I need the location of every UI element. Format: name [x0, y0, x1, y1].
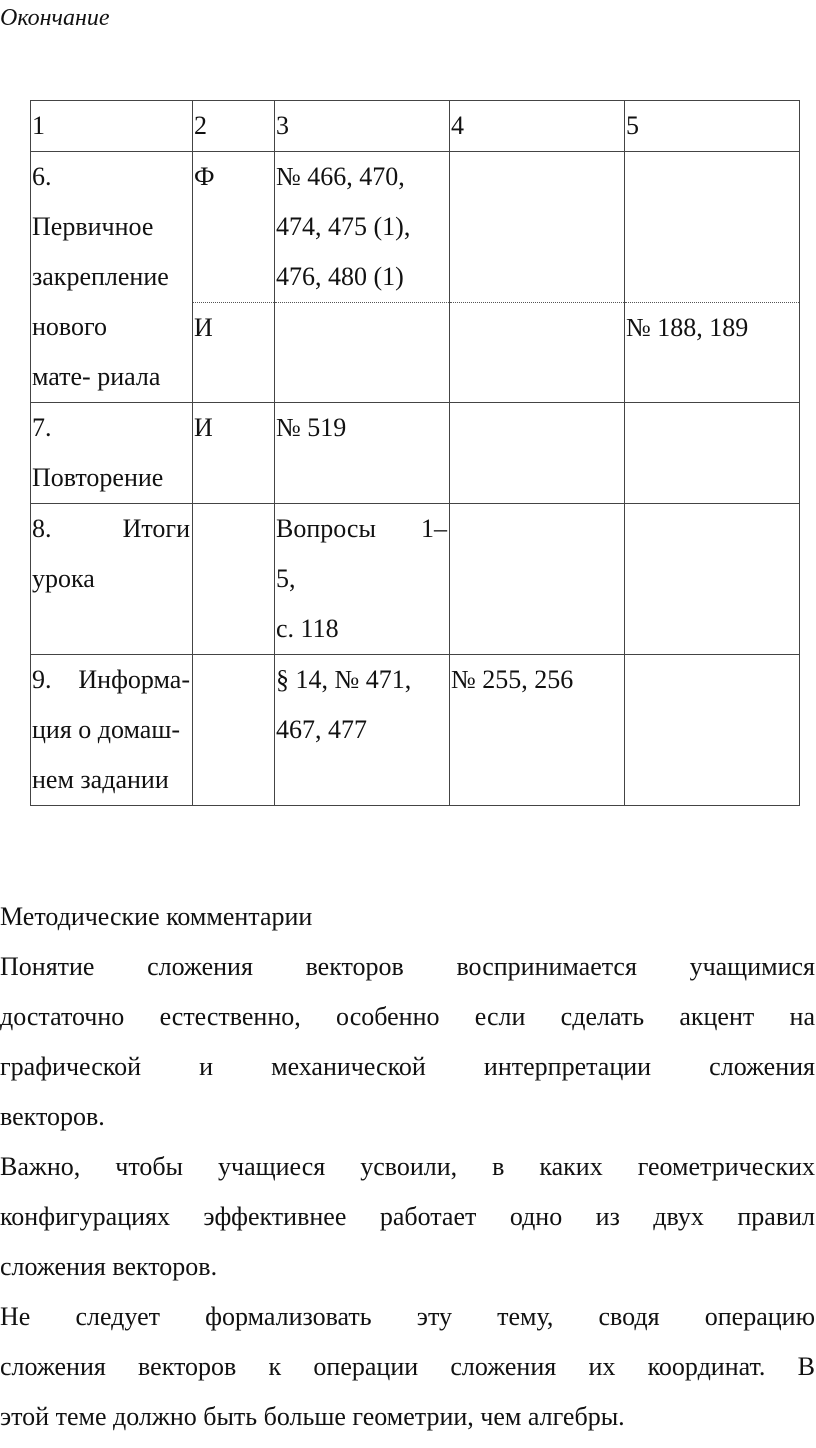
stage-cell-7	[31, 403, 193, 504]
form-cell-6b: И	[193, 303, 275, 403]
stage-7-line: Повторение	[32, 463, 164, 492]
form-cell-7: И	[193, 403, 275, 504]
col5-cell-6b: № 188, 189	[625, 303, 800, 403]
header-cell-1: 1	[31, 101, 193, 152]
paragraph-line: сложения векторов.	[0, 1252, 218, 1281]
paragraph-line: этой теме должно быть больше геометрии, чем алгебры.	[0, 1402, 625, 1431]
stage-8-line2: урока	[32, 564, 95, 593]
stage-cell-8	[31, 504, 193, 655]
tasks-cell-6a	[275, 152, 450, 303]
col4-cell-7	[450, 403, 625, 504]
col4-cell-8	[450, 504, 625, 655]
stage-6-line: мате- риала	[32, 362, 161, 391]
header-cell-2: 2	[193, 101, 275, 152]
form-cell-9	[193, 655, 275, 806]
paragraph-line: Не следует формализовать эту тему, сводя операцию	[0, 1302, 815, 1331]
form-cell-6a: Ф	[193, 152, 275, 303]
header-cell-4: 4	[450, 101, 625, 152]
table-row-6a	[31, 152, 800, 303]
paragraph-line: графической и механической интерпретации сложения	[0, 1052, 815, 1081]
comment-paragraph-3	[0, 1292, 815, 1442]
tasks-9-line: 467, 477	[276, 715, 367, 744]
tasks-8-line2: 5,	[276, 564, 296, 593]
stage-7-line: 7.	[32, 413, 52, 442]
paragraph-line: векторов.	[0, 1102, 105, 1131]
stage-6-line: нового	[32, 312, 108, 341]
lesson-stages-table	[30, 100, 800, 806]
form-cell-8	[193, 504, 275, 655]
col4-cell-6a	[450, 152, 625, 303]
header-cell-5: 5	[625, 101, 800, 152]
paragraph-line: конфигурациях эффективнее работает одно из двух правил	[0, 1202, 815, 1231]
col5-cell-6a	[625, 152, 800, 303]
header-cell-3: 3	[275, 101, 450, 152]
col5-cell-7	[625, 403, 800, 504]
stage-cell-6	[31, 152, 193, 403]
col4-cell-9: № 255, 256	[450, 655, 625, 806]
tasks-6a-line: 476, 480 (1)	[276, 262, 404, 291]
stage-6-line: Первичное	[32, 212, 154, 241]
tasks-cell-9	[275, 655, 450, 806]
col5-cell-9	[625, 655, 800, 806]
comments-title: Методические комментарии	[0, 902, 313, 931]
table-row-9	[31, 655, 800, 806]
col5-cell-8	[625, 504, 800, 655]
stage-cell-9	[31, 655, 193, 806]
tasks-cell-6b	[275, 303, 450, 403]
tasks-6a-line: 474, 475 (1),	[276, 212, 411, 241]
tasks-8-line1: Вопросы 1–	[276, 514, 447, 543]
paragraph-line: Понятие сложения векторов воспринимается учащимися	[0, 952, 815, 981]
stage-9-line3: нем задании	[32, 765, 169, 794]
table-row-8	[31, 504, 800, 655]
tasks-9-line: § 14, № 471,	[276, 665, 412, 694]
tasks-cell-8	[275, 504, 450, 655]
tasks-cell-7: № 519	[275, 403, 450, 504]
continuation-label: Окончание	[0, 5, 110, 31]
comment-paragraph-2	[0, 1142, 815, 1292]
stage-8-line1: 8. Итоги	[32, 514, 190, 543]
comment-paragraph-1	[0, 942, 815, 1142]
stage-6-line: 6.	[32, 162, 52, 191]
tasks-6a-line: № 466, 470,	[276, 162, 405, 191]
table-row-7	[31, 403, 800, 504]
methodical-comments	[0, 892, 815, 1442]
col4-cell-6b	[450, 303, 625, 403]
paragraph-line: достаточно естественно, особенно если сделать акцент на	[0, 1002, 815, 1031]
stage-9-line1: 9. Информа-	[32, 665, 190, 694]
paragraph-line: сложения векторов к операции сложения их координат. В	[0, 1352, 815, 1381]
tasks-8-line3: с. 118	[276, 614, 339, 643]
paragraph-line: Важно, чтобы учащиеся усвоили, в каких геометрических	[0, 1152, 815, 1181]
stage-9-line2: ция о домаш-	[32, 715, 181, 744]
stage-6-line: закрепление	[32, 262, 169, 291]
table-header-row	[31, 101, 800, 152]
